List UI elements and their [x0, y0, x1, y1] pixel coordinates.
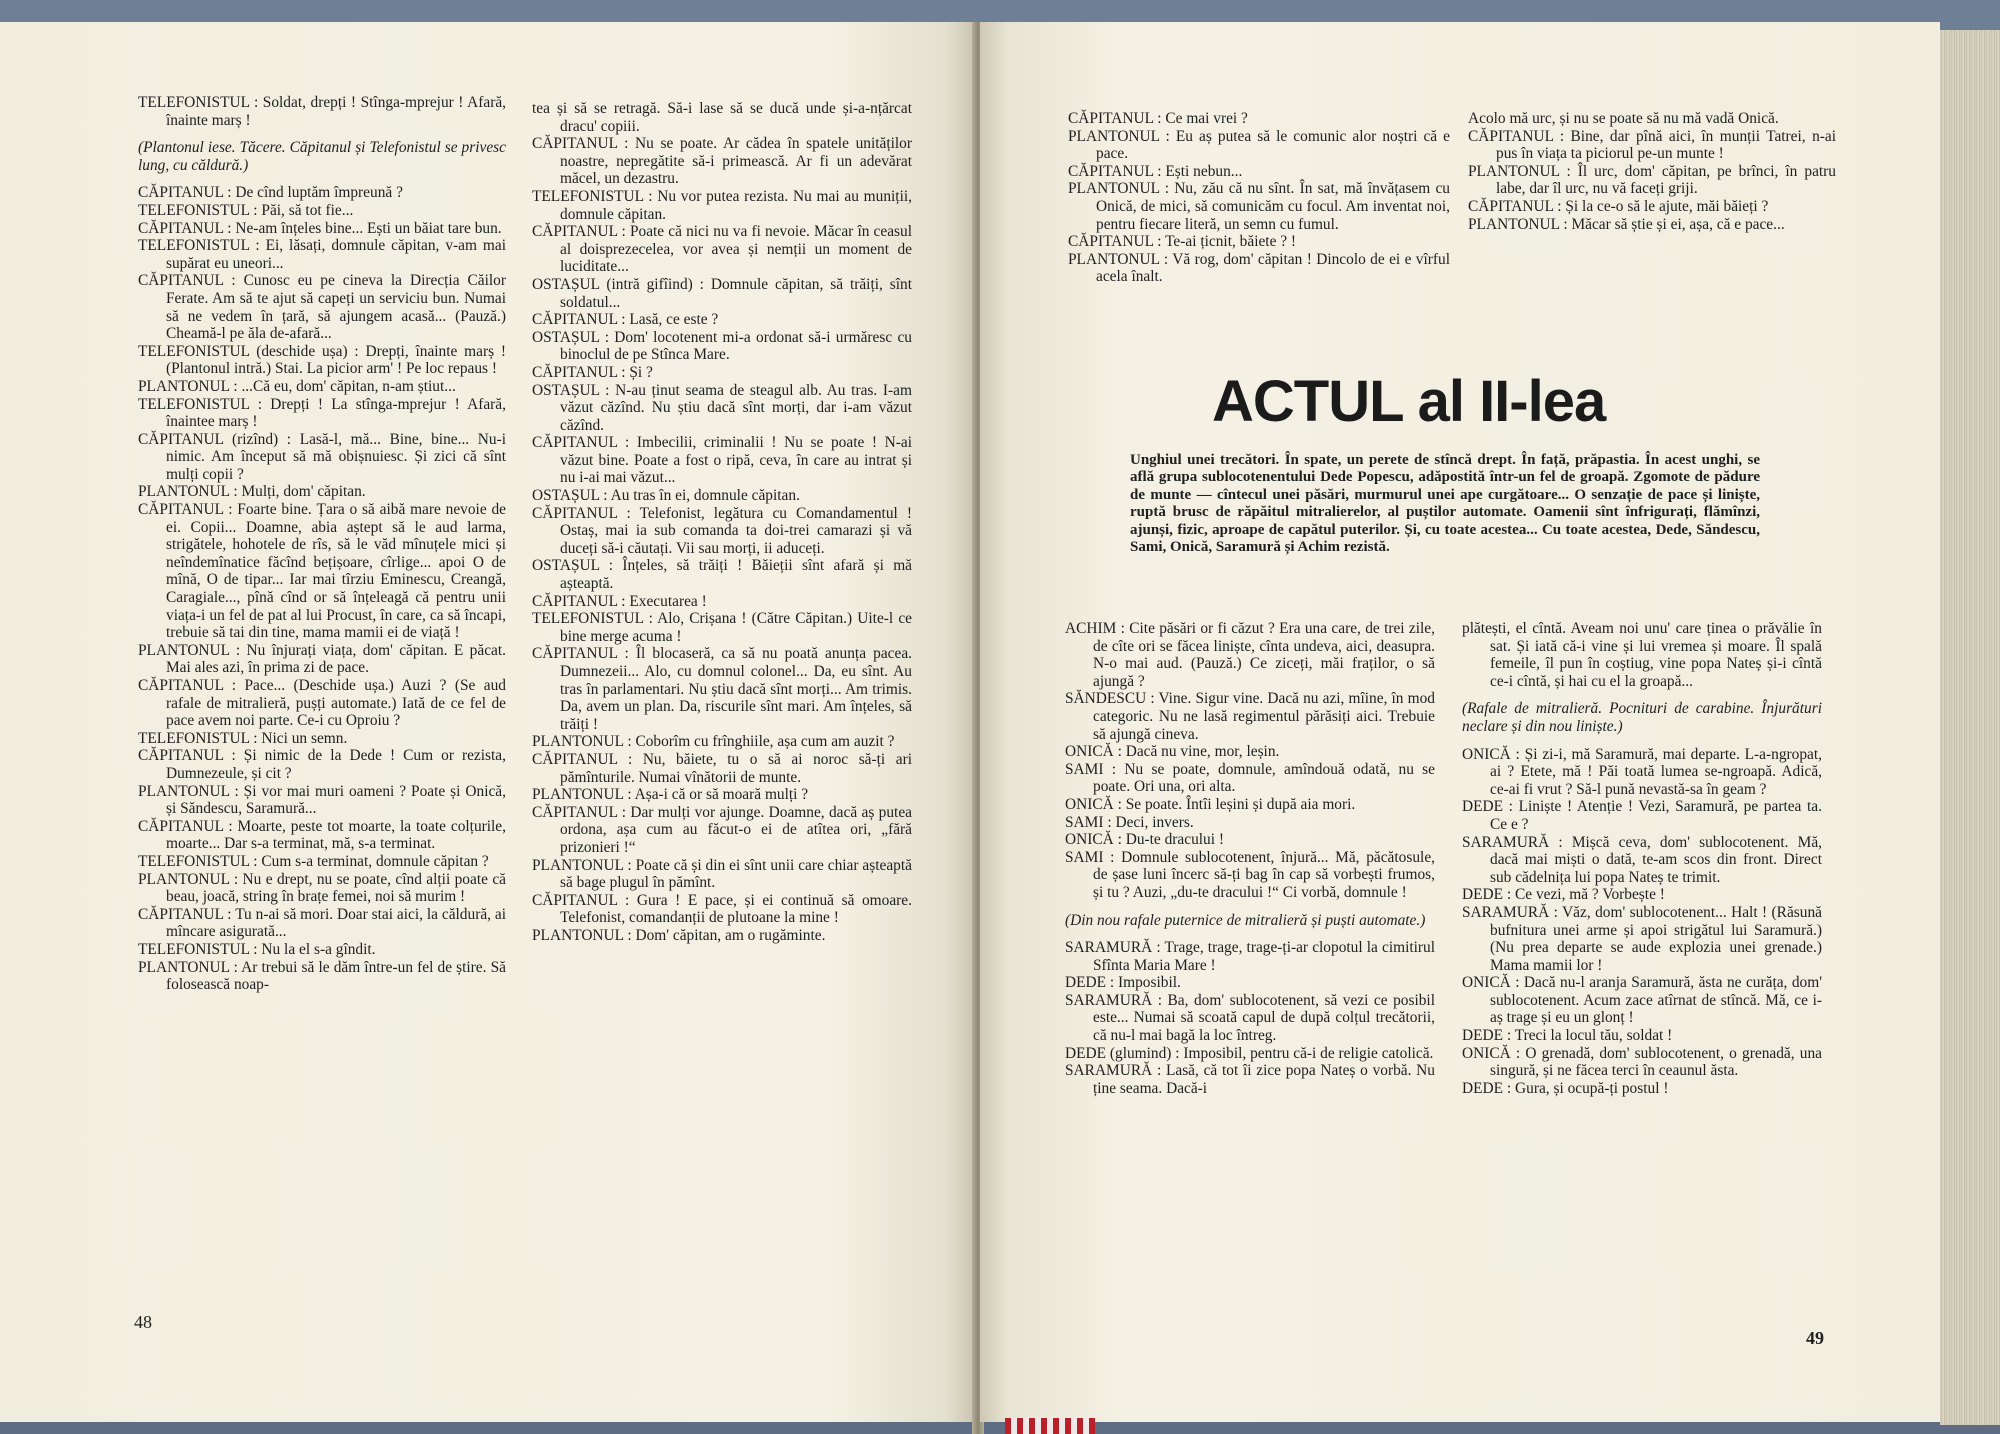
dialogue-line: ONICĂ : Se poate. Întîi leșini și după aia mori. [1065, 795, 1356, 813]
dialogue-line: CĂPITANUL : Executarea ! [532, 592, 707, 610]
dialogue-line: SARAMURĂ : Mișcă ceva, dom' sublocotenent. Mă, dacă mai miști o dată, te-am scos din front. Direct sub cădelnița lui popa Nateș te trimit. [1462, 833, 1822, 886]
dialogue-line: CĂPITANUL : Și nimic de la Dede ! Cum or rezista, Dumnezeule, și cit ? [138, 747, 506, 782]
dialogue-line: tea și să se retragă. Să-i lase să se ducă unde și-a-nțărcat dracu' copiii. [532, 100, 912, 135]
dialogue-line: CĂPITANUL : Poate că nici nu va fi nevoie. Măcar în ceasul al doisprezecelea, vor avea și nemții un moment de luciditate... [532, 223, 912, 276]
dialogue-line: PLANTONUL : Coborîm cu frînghiile, așa cum am auzit ? [532, 733, 895, 751]
dialogue-line: PLANTONUL : Ar trebui să le dăm între-un fel de știre. Să folosească noap- [138, 958, 506, 994]
dialogue-line: CĂPITANUL : Cunosc eu pe cineva la Direcția Căilor Ferate. Am să te ajut să capeți un serviciu bun. Numai să ne vedem în țară, să ajungem acasă... (Pauză.) Cheamă-l pe ăla de-afară... [138, 272, 506, 343]
dialogue-line: TELEFONISTUL : Ei, lăsați, domnule căpitan, v-am mai supărat eu uneori... [138, 237, 506, 272]
dialogue-line: CĂPITANUL : Dar mulți vor ajunge. Doamne, dacă aș putea ordona, așa cum au făcut-o ei de atîtea ori, „fără prizonieri !“ [532, 803, 912, 856]
dialogue-line: CĂPITANUL : De cînd luptăm împreună ? [138, 184, 403, 202]
left-page-column-1 [138, 94, 506, 994]
dialogue-line: CĂPITANUL : Imbecilii, criminalii ! Nu se poate ! N-ai văzut bine. Poate a fost o ripă, ceva, în care au intrat și nu i-ai mai văzut... [532, 434, 912, 487]
dialogue-line: SARAMURĂ : Văz, dom' sublocotenent... Halt ! (Răsună bufnitura unei arme și apoi strigătul lui Saramură.) (Nu prea departe se aude explozia unei grenade.) Mama mamii lor ! [1462, 903, 1822, 974]
dialogue-line: CĂPITANUL : Moarte, peste tot moarte, la toate colțurile, moarte... Dar s-a terminat, mă, s-a terminat. [138, 817, 506, 853]
dialogue-line: DEDE (glumind) : Imposibil, pentru că-i de religie catolică. [1065, 1044, 1434, 1062]
dialogue-line: CĂPITANUL : Foarte bine. Țara o să aibă mare nevoie de ei. Copii... Doamne, abia aștept să le aud larma, strigătele, hohotele de rîs, să le văd mînuțele mici și neîndemînatice făcînd bețișoare, cîrlige... apoi O de mînă, O de tipar... Iar mai tîrziu Eminescu, Creangă, Caragiale..., pînă cînd or să înțeleagă că pentru unii viața-i un fel de pat al lui Procust, în care, ca să încapi, trebuie să tai din tine, mama mamii ei de viață ! [138, 501, 506, 642]
dialogue-line: PLANTONUL : Așa-i că or să moară mulți ? [532, 786, 809, 804]
dialogue-line: Acolo mă urc, și nu se poate să nu mă vadă Onică. [1468, 110, 1779, 127]
dialogue-line: OSTAȘUL : Dom' locotenent mi-a ordonat să-i urmăresc cu binoclul de pe Stînca Mare. [532, 328, 912, 364]
dialogue-line: TELEFONISTUL : Soldat, drepți ! Stînga-mprejur ! Afară, înainte marș ! [138, 94, 506, 129]
dialogue-line: CĂPITANUL : Tu n-ai să mori. Doar stai aici, la căldură, ai mîncare asigurată... [138, 905, 506, 941]
dialogue-line: OSTAȘUL : N-au ținut seama de steagul alb. Au tras. I-am văzut căzînd. Nu știu dacă sînt morți, dar i-am văzut căzînd. [532, 381, 912, 434]
dialogue-line: ACHIM : Cite păsări or fi căzut ? Era una care, de trei zile, de cîte ori se făcea liniște, cînta undeva, aici, deasupra. N-o mai aud. (Pauză.) Ce ziceți, măi fraților, o să ajungă ? [1065, 620, 1435, 690]
dialogue-line: CĂPITANUL : Și la ce-o să le ajute, măi băieți ? [1468, 197, 1769, 215]
dialogue-line: PLANTONUL : Nu e drept, nu se poate, cînd alții poate că beau, joacă, string în brațe femei, noi să murim ! [138, 870, 506, 906]
dialogue-line: CĂPITANUL : Nu, băiete, tu o să ai noroc să-ți ari pămînturile. Numai vînătorii de munte. [532, 750, 912, 786]
dialogue-line: CĂPITANUL : Pace... (Deschide ușa.) Auzi ? (Se aud rafale de mitralieră, pușți automate.) Iată de ce fel de pace avem noi parte. Ce-i cu Oproiu ? [138, 677, 506, 730]
dialogue-line: CĂPITANUL : Ne-am înțeles bine... Ești un băiat tare bun. [138, 219, 502, 237]
right-page-top-column-2 [1468, 110, 1836, 233]
dialogue-line: OSTAȘUL : Au tras în ei, domnule căpitan. [532, 487, 800, 505]
dialogue-line: DEDE : Treci la locul tău, soldat ! [1462, 1027, 1673, 1045]
dialogue-line: SARAMURĂ : Ba, dom' sublocotenent, să vezi ce posibil este... Numai să scoată capul de după colțul trecătorii, că nu-l mai bagă la loc întreg. [1065, 991, 1435, 1045]
stage-direction: (Plantonul iese. Tăcere. Căpitanul și Telefonistul se privesc lung, cu căldură.) [138, 139, 506, 174]
dialogue-line: OSTAȘUL (intră gifîind) : Domnule căpitan, să trăiți, sînt soldatul... [532, 275, 912, 311]
bookmark-ribbon [1005, 1418, 1095, 1434]
dialogue-line: ONICĂ : O grenadă, dom' sublocotenent, o grenadă, una singură, și ne făcea terci în ceaunul ăsta. [1462, 1044, 1822, 1080]
dialogue-line: CĂPITANUL : Telefonist, legătura cu Comandamentul ! Ostaș, mai ia sub comanda ta doi-trei camarazi și vă duceți să-i căutați. Vii sau morți, ii aduceți. [532, 504, 912, 557]
dialogue-line: CĂPITANUL : Și ? [532, 363, 653, 381]
dialogue-line: TELEFONISTUL : Nu vor putea rezista. Nu mai au muniții, domnule căpitan. [532, 187, 912, 223]
left-page-column-2 [532, 100, 912, 945]
page-edges [1940, 30, 2000, 1425]
dialogue-line: CĂPITANUL : Te-ai țicnit, băiete ? ! [1068, 233, 1297, 251]
dialogue-line: CĂPITANUL : Ce mai vrei ? [1068, 110, 1248, 127]
dialogue-line: ONICĂ : Și zi-i, mă Saramură, mai departe. L-a-ngropat, ai ? Etete, mă ! Păi toată lumea se-ngroapă. Adică, ce-ai fi vrut ? Să-l pună nevastă-sa în geam ? [1462, 745, 1822, 798]
dialogue-line: TELEFONISTUL : Nu la el s-a gîndit. [138, 940, 376, 958]
dialogue-line: TELEFONISTUL : Păi, să tot fie... [138, 201, 354, 219]
dialogue-line: PLANTONUL : Măcar să știe și ei, așa, că e pace... [1468, 215, 1785, 233]
stage-direction: (Rafale de mitralieră. Pocnituri de carabine. Înjurături neclare și din nou liniște.) [1462, 700, 1822, 735]
act-title: ACTUL al II-lea [1212, 369, 1606, 434]
dialogue-line: PLANTONUL : ...Că eu, dom' căpitan, n-am știut... [138, 377, 456, 395]
dialogue-line: SARAMURĂ : Lasă, că tot îi zice popa Nateș o vorbă. Nu ține seama. Dacă-i [1065, 1062, 1435, 1097]
dialogue-line: CĂPITANUL : Gura ! E pace, și ei continuă să omoare. Telefonist, comandanții de plutoane la mine ! [532, 891, 912, 927]
dialogue-line: OSTAȘUL : Înțeles, să trăiți ! Băieții sînt afară și mă așteaptă. [532, 557, 912, 593]
right-page-bottom-column-1 [1065, 620, 1435, 1097]
dialogue-line: PLANTONUL : Și vor mai muri oameni ? Poate și Onică, și Săndescu, Saramură... [138, 782, 506, 818]
dialogue-line: ONICĂ : Du-te dracului ! [1065, 831, 1224, 849]
page-number-right: 49 [1806, 1328, 1824, 1348]
dialogue-line: SĂNDESCU : Vine. Sigur vine. Dacă nu azi, mîine, în mod categoric. Nu ne lasă regimentul părăsiți aici. Trebuie să ajungă cineva. [1065, 690, 1435, 743]
dialogue-line: PLANTONUL : Dom' căpitan, am o rugăminte. [532, 926, 826, 944]
dialogue-line: DEDE : Imposibil. [1065, 974, 1181, 992]
dialogue-line: DEDE : Gura, și ocupă-ți postul ! [1462, 1079, 1669, 1097]
stage-direction: (Din nou rafale puternice de mitralieră și puști automate.) [1065, 911, 1426, 929]
dialogue-line: SAMI : Deci, invers. [1065, 813, 1194, 831]
right-page-bottom-column-2 [1462, 620, 1822, 1097]
dialogue-line: CĂPITANUL : Îl blocaseră, ca să nu poată anunța pacea. Dumnezeii... Alo, cu domnul colonel... Da, eu sînt. Au tras în parlamentari. Nu știu dacă sînt morți... Am trimis. Da, avem un plan. Da, riscurile sînt mari. Am înțeles, să trăiți ! [532, 645, 912, 733]
dialogue-line: SAMI : Nu se poate, domnule, amîndouă odată, nu se poate. Ori una, ori alta. [1065, 760, 1435, 796]
dialogue-line: plătești, el cîntă. Aveam noi unu' care ținea o prăvălie în sat. Și iată că-i vine și lui vremea și moare. Îl spală femeile, îl pun în coștiug, vine popa Nateș și-i cîntă ce-i cîntă, și hai cu el la groapă... [1462, 620, 1822, 690]
dialogue-line: PLANTONUL : Eu aș putea să le comunic alor noștri că e pace. [1068, 127, 1450, 163]
dialogue-line: SARAMURĂ : Trage, trage, trage-ți-ar clopotul la cimitirul Sfînta Maria Mare ! [1065, 939, 1435, 974]
dialogue-line: ONICĂ : Dacă nu vine, mor, leșin. [1065, 743, 1280, 761]
dialogue-line: PLANTONUL : Poate că și din ei sînt unii care chiar așteaptă să bage plugul în pămînt. [532, 856, 912, 892]
dialogue-line: PLANTONUL : Vă rog, dom' căpitan ! Dincolo de ei e vîrful acela înalt. [1068, 250, 1450, 286]
dialogue-line: PLANTONUL : Mulți, dom' căpitan. [138, 483, 366, 501]
dialogue-line: CĂPITANUL : Ești nebun... [1068, 162, 1243, 180]
dialogue-line: PLANTONUL : Nu, zău că nu sînt. În sat, mă învățasem cu Onică, de mici, să comunicăm cu focul. Am inventat noi, pentru fiecare literă, un semn cu fumul. [1068, 180, 1450, 233]
dialogue-line: TELEFONISTUL : Nici un semn. [138, 729, 348, 747]
dialogue-line: DEDE : Ce vezi, mă ? Vorbește ! [1462, 886, 1665, 904]
left-page [0, 22, 975, 1422]
dialogue-line: ONICĂ : Dacă nu-l aranja Saramură, ăsta ne curăța, dom' sublocotenent. Acum zace atîrnat de stîncă. Mă, ce i-aș trage și eu un glonț ! [1462, 974, 1822, 1027]
dialogue-line: TELEFONISTUL (deschide ușa) : Drepți, înainte marș ! (Plantonul intră.) Stai. La picior arm' ! Pe loc repaus ! [138, 342, 506, 378]
dialogue-line: TELEFONISTUL : Cum s-a terminat, domnule căpitan ? [138, 852, 489, 870]
dialogue-line: CĂPITANUL (rizînd) : Lasă-l, mă... Bine, bine... Nu-i nimic. Am început să mă obișnuiesc. Și zici că sînt mulți copii ? [138, 430, 506, 483]
dialogue-line: PLANTONUL : Îl urc, dom' căpitan, pe brînci, în patru labe, dar îl urc, nu vă faceți griji. [1468, 162, 1836, 198]
dialogue-line: SAMI : Domnule sublocotenent, înjură... Mă, păcătosule, de șase luni încerc să-ți bag în cap să vorbești frumos, și tu ? Auzi, „du-te dracului !“ Ci vorbă, domnule ! [1065, 848, 1435, 901]
dialogue-line: DEDE : Liniște ! Atenție ! Vezi, Saramură, pe partea ta. Ce e ? [1462, 798, 1822, 833]
page-number-left: 48 [134, 1312, 152, 1332]
dialogue-line: TELEFONISTUL : Alo, Crișana ! (Către Căpitan.) Uite-l ce bine merge acuma ! [532, 610, 912, 645]
dialogue-line: CĂPITANUL : Nu se poate. Ar cădea în spatele unităților noastre, nepregătite să-i primească. Ar fi un adevărat măcel, un dezastru. [532, 135, 912, 188]
stage-directions-intro: Unghiul unei trecători. În spate, un perete de stîncă drept. În față, prăpastia. În acest unghi, se află grupa sublocotenentului Dede Popescu, adăpostită într-un fel de groapă. Zgomote de pădure de munte — cîntecul unei păsări, murmurul unei ape curgătoare... O senzație de pace și liniște, ruptă brusc de răpăitul mitralierelor, al puștilor automate. Oamenii sînt înfrigurați, flămînzi, ajunși, fizic, aproape de capătul puterilor. Și, cu toate acestea... Cu toate acestea, Dede, Săndescu, Sami, Onică, Saramură și Achim rezistă. [1130, 452, 1760, 556]
dialogue-line: TELEFONISTUL : Drepți ! La stînga-mprejur ! Afară, înaintee marș ! [138, 395, 506, 431]
right-page-top-column-1 [1068, 110, 1450, 286]
dialogue-line: PLANTONUL : Nu înjurați viața, dom' căpitan. E păcat. Mai ales azi, în prima zi de pace. [138, 641, 506, 677]
dialogue-line: CĂPITANUL : Lasă, ce este ? [532, 311, 719, 329]
dialogue-line: CĂPITANUL : Bine, dar pînă aici, în munții Tatrei, n-ai pus în viața ta piciorul pe-un munte ! [1468, 127, 1836, 163]
